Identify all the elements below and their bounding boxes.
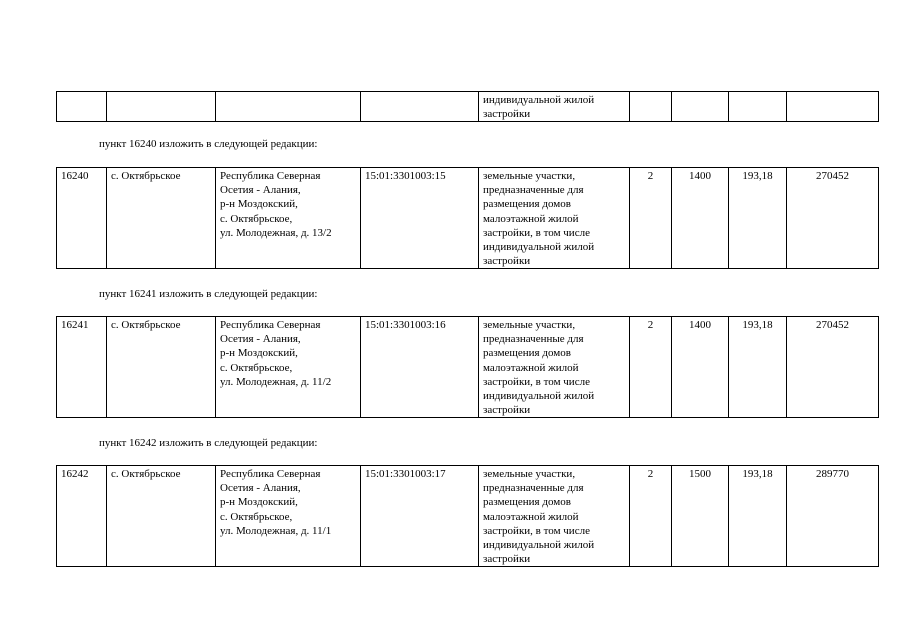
purpose-line: предназначенные для [483, 333, 584, 346]
locality-cell: с. Октябрьское [107, 168, 216, 269]
purpose-line: малоэтажной жилой [483, 510, 579, 523]
num-cell: 16241 [57, 317, 107, 418]
address-cell [216, 466, 361, 567]
address-line: ул. Молодежная, д. 13/2 [220, 226, 332, 239]
purpose-line: застройки, в том числе [483, 524, 590, 537]
address-line: Осетия - Алания, [220, 333, 301, 346]
purpose-line: земельные участки, [483, 170, 576, 182]
table-row [57, 317, 879, 418]
purpose-line: предназначенные для [483, 482, 584, 495]
cadastral-table [56, 167, 879, 269]
purpose-line: размещения домов [483, 198, 571, 211]
table-row [57, 92, 879, 122]
cadastral-table [56, 465, 879, 567]
purpose-line: застройки [483, 255, 531, 268]
area-cell: 1500 [672, 466, 729, 567]
cost-cell: 270452 [787, 168, 879, 269]
address-line: с. Октябрьское, [220, 510, 293, 523]
cadastral-cell [361, 92, 479, 122]
rate-cell: 193,18 [729, 168, 787, 269]
address-line: с. Октябрьское, [220, 212, 293, 225]
address-cell [216, 92, 361, 122]
address-cell [216, 168, 361, 269]
area-cell [672, 92, 729, 122]
address-line: ул. Молодежная, д. 11/2 [220, 375, 332, 388]
purpose-line: застройки [483, 553, 531, 566]
purpose-line: предназначенные для [483, 184, 584, 197]
num-cell: 16242 [57, 466, 107, 567]
group-cell: 2 [630, 168, 672, 269]
table-row [57, 168, 879, 269]
purpose-line: земельные участки, [483, 319, 576, 331]
cost-cell: 270452 [787, 317, 879, 418]
purpose-cell [479, 466, 630, 567]
address-line: р-н Моздокский, [220, 496, 298, 509]
amendment-intro: пункт 16242 изложить в следующей редакции: [99, 437, 318, 449]
address-line: р-н Моздокский, [220, 347, 298, 360]
num-cell [57, 92, 107, 122]
table-row [57, 466, 879, 567]
address-line: Республика Северная [220, 468, 321, 480]
address-line: р-н Моздокский, [220, 198, 298, 211]
purpose-line: земельные участки, [483, 468, 576, 480]
address-line: Республика Северная [220, 170, 321, 182]
num-cell: 16240 [57, 168, 107, 269]
purpose-line: индивидуальной жилой [483, 94, 595, 106]
locality-cell [107, 92, 216, 122]
rate-cell [729, 92, 787, 122]
purpose-cell [479, 317, 630, 418]
group-cell: 2 [630, 466, 672, 567]
purpose-line: застройки [483, 108, 531, 121]
cost-cell [787, 92, 879, 122]
cadastral-table [56, 316, 879, 418]
address-line: Осетия - Алания, [220, 482, 301, 495]
purpose-cell [479, 168, 630, 269]
purpose-line: малоэтажной жилой [483, 361, 579, 374]
group-cell: 2 [630, 317, 672, 418]
purpose-line: размещения домов [483, 496, 571, 509]
locality-cell: с. Октябрьское [107, 317, 216, 418]
locality-cell: с. Октябрьское [107, 466, 216, 567]
rate-cell: 193,18 [729, 466, 787, 567]
top-partial-table [56, 91, 879, 122]
amendment-intro: пункт 16240 изложить в следующей редакции: [99, 138, 318, 150]
area-cell: 1400 [672, 168, 729, 269]
purpose-line: размещения домов [483, 347, 571, 360]
address-line: Республика Северная [220, 319, 321, 331]
area-cell: 1400 [672, 317, 729, 418]
rate-cell: 193,18 [729, 317, 787, 418]
cadastral-cell: 15:01:3301003:17 [361, 466, 479, 567]
cadastral-cell: 15:01:3301003:16 [361, 317, 479, 418]
address-line: ул. Молодежная, д. 11/1 [220, 524, 332, 537]
purpose-line: индивидуальной жилой [483, 241, 595, 254]
group-cell [630, 92, 672, 122]
purpose-line: застройки, в том числе [483, 226, 590, 239]
amendment-intro: пункт 16241 изложить в следующей редакции: [99, 288, 318, 300]
cost-cell: 289770 [787, 466, 879, 567]
purpose-line: индивидуальной жилой [483, 390, 595, 403]
purpose-line: малоэтажной жилой [483, 212, 579, 225]
purpose-cell [479, 92, 630, 122]
address-line: с. Октябрьское, [220, 361, 293, 374]
address-cell [216, 317, 361, 418]
purpose-line: застройки, в том числе [483, 375, 590, 388]
purpose-line: индивидуальной жилой [483, 539, 595, 552]
cadastral-cell: 15:01:3301003:15 [361, 168, 479, 269]
purpose-line: застройки [483, 404, 531, 417]
address-line: Осетия - Алания, [220, 184, 301, 197]
